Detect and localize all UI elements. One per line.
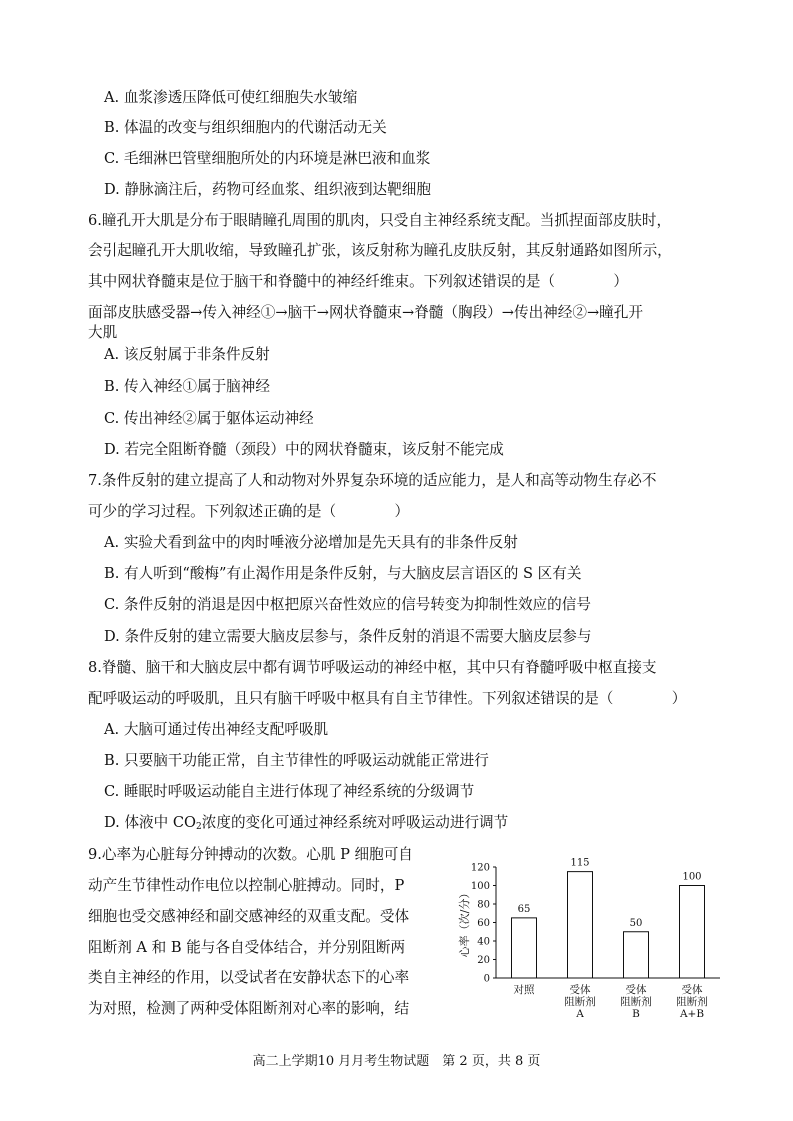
bar: [512, 918, 537, 978]
q6-option-d: D. 若完全阻断脊髓（颈段）中的网状脊髓束，该反射不能完成: [104, 441, 504, 458]
q6-reflex-pathway-cont: 大肌: [88, 324, 118, 341]
category-label: 受体: [681, 984, 703, 996]
q7-option-d: D. 条件反射的建立需要大脑皮层参与，条件反射的消退不需要大脑皮层参与: [104, 628, 592, 645]
q7-option-a: A. 实验犬看到盆中的肉时唾液分泌增加是先天具有的非条件反射: [104, 534, 518, 551]
q7-option-c: C. 条件反射的消退是因中枢把原兴奋性效应的信号转变为抑制性效应的信号: [104, 596, 591, 613]
q8-stem-line-1: 8.脊髓、脑干和大脑皮层中都有调节呼吸运动的神经中枢，其中只有脊髓呼吸中枢直接支: [88, 659, 657, 676]
q8-stem-line-2: 配呼吸运动的呼吸肌，且只有脑干呼吸中枢具有自主节律性。下列叙述错误的是（ ）: [88, 690, 687, 707]
q5-option-b: B. 体温的改变与组织细胞内的代谢活动无关: [104, 119, 387, 136]
category-label: B: [632, 1008, 640, 1020]
y-tick-label: 20: [477, 955, 490, 966]
heart-rate-bar-chart: [448, 848, 728, 1033]
q8-option-d: D. 体液中 $CO_2$浓度的变化可通过神经系统对呼吸运动进行调节: [104, 814, 509, 832]
q9-stem-line-5: 类自主神经的作用，以受试者在安静状态下的心率: [88, 969, 410, 986]
bar: [568, 872, 593, 978]
category-label: 阻断剂: [620, 996, 652, 1008]
y-tick-label: 100: [470, 881, 490, 892]
category-label: 阻断剂: [564, 996, 596, 1008]
y-axis-label: 心率（次/分）: [458, 887, 471, 958]
q7-option-b: B. 有人听到“酸梅”有止渴作用是条件反射，与大脑皮层言语区的 S 区有关: [104, 565, 582, 582]
q5-option-c: C. 毛细淋巴管壁细胞所处的内环境是淋巴液和血浆: [104, 150, 431, 167]
q9-stem-line-1: 9.心率为心脏每分钟搏动的次数。心肌 P 细胞可自: [88, 846, 413, 863]
q6-stem-line-3: 其中网状脊髓束是位于脑干和脊髓中的神经纤维束。下列叙述错误的是（ ）: [88, 273, 628, 290]
bar-value-label: 100: [682, 871, 702, 883]
q8-option-c: C. 睡眠时呼吸运动能自主进行体现了神经系统的分级调节: [104, 783, 475, 800]
y-tick-label: 120: [470, 862, 490, 874]
bar-value-label: 50: [629, 917, 643, 929]
y-tick-label: 80: [477, 899, 490, 911]
bar: [680, 886, 705, 979]
q9-stem-line-2: 动产生节律性动作电位以控制心脏搏动。同时，P: [88, 877, 405, 894]
q6-option-a: A. 该反射属于非条件反射: [104, 346, 270, 363]
q7-stem-line-1: 7.条件反射的建立提高了人和动物对外界复杂环境的适应能力，是人和高等动物生存必不: [88, 472, 657, 489]
q5-option-d: D. 静脉滴注后，药物可经血浆、组织液到达靶细胞: [104, 181, 431, 198]
bar-value-label: 65: [517, 903, 531, 915]
category-label: A+B: [679, 1008, 705, 1020]
category-label: A: [576, 1008, 584, 1020]
q9-stem-line-3: 细胞也受交感神经和副交感神经的双重支配。受体: [88, 908, 410, 925]
q6-reflex-pathway: 面部皮肤感受器→传入神经①→脑干→网状脊髓束→脊髓（胸段）→传出神经②→瞳孔开: [88, 304, 643, 321]
bar: [624, 932, 649, 978]
category-label: 阻断剂: [676, 996, 708, 1008]
q9-stem-line-6: 为对照，检测了两种受体阻断剂对心率的影响，结: [88, 1000, 410, 1017]
y-tick-label: 0: [483, 973, 490, 985]
q6-option-c: C. 传出神经②属于躯体运动神经: [104, 410, 314, 427]
y-tick-label: 60: [477, 918, 490, 929]
category-label: 对照: [513, 984, 535, 996]
q8-option-a: A. 大脑可通过传出神经支配呼吸肌: [104, 721, 329, 738]
q9-stem-line-4: 阻断剂 A 和 B 能与各自受体结合，并分别阻断两: [88, 939, 406, 956]
y-tick-label: 40: [477, 936, 490, 948]
q6-option-b: B. 传入神经①属于脑神经: [104, 378, 270, 395]
q6-stem-line-2: 会引起瞳孔开大肌收缩，导致瞳孔扩张，该反射称为瞳孔皮肤反射，其反射通路如图所示，: [88, 242, 672, 259]
category-label: 受体: [625, 984, 647, 996]
page-footer: 高二上学期10 月月考生物试题 第 2 页，共 8 页: [252, 1054, 541, 1069]
q8-option-b: B. 只要脑干功能正常，自主节律性的呼吸运动就能正常进行: [104, 752, 489, 769]
q7-stem-line-2: 可少的学习过程。下列叙述正确的是（ ）: [88, 503, 410, 520]
q6-stem-line-1: 6.瞳孔开大肌是分布于眼睛瞳孔周围的肌肉，只受自主神经系统支配。当抓捏面部皮肤时，: [88, 212, 672, 229]
category-label: 受体: [569, 984, 591, 996]
bar-value-label: 115: [570, 857, 590, 869]
q5-option-a: A. 血浆渗透压降低可使红细胞失水皱缩: [104, 89, 358, 106]
